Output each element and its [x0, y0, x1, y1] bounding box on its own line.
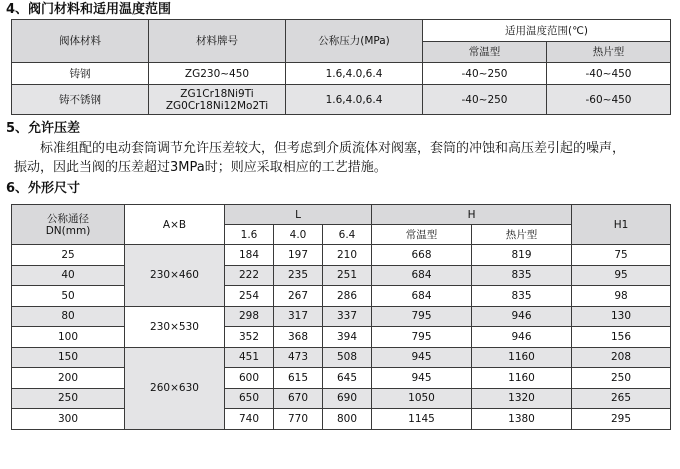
header-H-fin-type: 热片型: [472, 225, 572, 245]
cell-H-fin: 946: [472, 327, 572, 348]
header-ab: A×B: [125, 205, 225, 245]
table-row: [12, 286, 671, 307]
cell-H-fin: 1160: [472, 347, 572, 368]
cell-dn: 50: [12, 286, 125, 307]
cell-L-4.0: 235: [274, 265, 323, 286]
cell-H-normal: 945: [372, 347, 472, 368]
cell-H1: 250: [572, 368, 671, 389]
header-grade: 材料牌号: [149, 20, 286, 63]
dimensions-table: [11, 204, 671, 430]
cell-L-6.4: 645: [323, 368, 372, 389]
cell-L-1.6: 352: [225, 327, 274, 348]
cell-L-6.4: 251: [323, 265, 372, 286]
header-material: 阀体材料: [12, 20, 149, 63]
cell-H-normal: 795: [372, 306, 472, 327]
cell-H-normal: 1050: [372, 388, 472, 409]
header-temperature-range: 适用温度范围(℃): [423, 20, 671, 42]
cell-H1: 265: [572, 388, 671, 409]
cell-L-6.4: 394: [323, 327, 372, 348]
cell-L-4.0: 615: [274, 368, 323, 389]
table-row: [12, 409, 671, 430]
cell-H-normal: 1145: [372, 409, 472, 430]
header-normal-type: 常温型: [423, 42, 547, 63]
header-L-pn-6.4: 6.4: [323, 225, 372, 245]
cell-dn: 150: [12, 347, 125, 368]
cell-H1: 130: [572, 306, 671, 327]
header-L: L: [225, 205, 372, 225]
header-H1: H1: [572, 205, 671, 245]
cell-normal-temp: -40~250: [423, 63, 547, 85]
cell-H-normal: 668: [372, 245, 472, 266]
cell-material: 铸不锈钢: [12, 85, 149, 115]
table-row: [12, 306, 671, 327]
cell-L-4.0: 770: [274, 409, 323, 430]
table-row: [12, 63, 671, 85]
cell-L-1.6: 222: [225, 265, 274, 286]
cell-normal-temp: -40~250: [423, 85, 547, 115]
header-L-pn-4.0: 4.0: [274, 225, 323, 245]
header-L-pn-1.6: 1.6: [225, 225, 274, 245]
header-fin-type: 热片型: [547, 42, 671, 63]
cell-H-fin: 1380: [472, 409, 572, 430]
cell-L-6.4: 508: [323, 347, 372, 368]
section-6-title: 6、外形尺寸: [6, 181, 81, 196]
cell-H-fin: 1320: [472, 388, 572, 409]
cell-H-normal: 795: [372, 327, 472, 348]
cell-H-fin: 1160: [472, 368, 572, 389]
cell-dn: 80: [12, 306, 125, 327]
cell-dn: 300: [12, 409, 125, 430]
cell-L-4.0: 197: [274, 245, 323, 266]
header-dn-line-1: 公称通径: [47, 212, 89, 225]
cell-L-1.6: 650: [225, 388, 274, 409]
cell-ab: 230×530: [125, 306, 225, 347]
cell-H1: 156: [572, 327, 671, 348]
header-H: H: [372, 205, 572, 225]
section-4-title: 4、阀门材料和适用温度范围: [6, 2, 172, 17]
cell-dn: 100: [12, 327, 125, 348]
cell-L-4.0: 670: [274, 388, 323, 409]
cell-H-fin: 819: [472, 245, 572, 266]
cell-fin-temp: -60~450: [547, 85, 671, 115]
cell-pressure: 1.6,4.0,6.4: [286, 85, 423, 115]
cell-dn: 40: [12, 265, 125, 286]
cell-H-normal: 684: [372, 265, 472, 286]
grade-line-2: ZG0Cr18Ni12Mo2Ti: [165, 99, 269, 112]
cell-L-6.4: 286: [323, 286, 372, 307]
paragraph-line-1: 标准组配的电动套筒调节允许压差较大，但考虑到介质流体对阀塞，套筒的冲蚀和高压差引起的噪声，: [40, 141, 626, 156]
material-temperature-table: [11, 19, 671, 115]
cell-H1: 95: [572, 265, 671, 286]
pressure-difference-paragraph: [14, 139, 674, 177]
cell-H1: 208: [572, 347, 671, 368]
cell-L-6.4: 210: [323, 245, 372, 266]
table-row: [12, 388, 671, 409]
cell-L-4.0: 317: [274, 306, 323, 327]
header-H-normal-type: 常温型: [372, 225, 472, 245]
cell-ab: 260×630: [125, 347, 225, 429]
cell-H1: 98: [572, 286, 671, 307]
header-pressure: 公称压力(MPa): [286, 20, 423, 63]
header-dn-line-2: DN(mm): [45, 224, 91, 237]
dimensions-body: [12, 245, 671, 430]
cell-L-4.0: 368: [274, 327, 323, 348]
cell-pressure: 1.6,4.0,6.4: [286, 63, 423, 85]
cell-L-4.0: 267: [274, 286, 323, 307]
cell-dn: 250: [12, 388, 125, 409]
cell-dn: 200: [12, 368, 125, 389]
cell-L-1.6: 254: [225, 286, 274, 307]
cell-L-6.4: 337: [323, 306, 372, 327]
grade-line-1: ZG1Cr18Ni9Ti: [180, 87, 254, 100]
cell-H1: 75: [572, 245, 671, 266]
header-nominal-diameter: [12, 205, 125, 245]
paragraph-line-2: 振动，因此当阀的压差超过3MPa时；则应采取相应的工艺措施。: [14, 160, 387, 175]
cell-L-6.4: 800: [323, 409, 372, 430]
cell-grade: ZG230~450: [149, 63, 286, 85]
table-row: [12, 85, 671, 115]
section-5-title: 5、允许压差: [6, 121, 81, 136]
cell-L-1.6: 298: [225, 306, 274, 327]
table-row: [12, 327, 671, 348]
cell-H-fin: 946: [472, 306, 572, 327]
cell-material: 铸钢: [12, 63, 149, 85]
cell-ab: 230×460: [125, 245, 225, 307]
cell-H-fin: 835: [472, 265, 572, 286]
cell-L-1.6: 184: [225, 245, 274, 266]
cell-H-normal: 945: [372, 368, 472, 389]
cell-L-1.6: 600: [225, 368, 274, 389]
table-row: [12, 368, 671, 389]
cell-H1: 295: [572, 409, 671, 430]
table-row: [12, 245, 671, 266]
cell-L-1.6: 740: [225, 409, 274, 430]
cell-L-4.0: 473: [274, 347, 323, 368]
cell-fin-temp: -40~450: [547, 63, 671, 85]
cell-H-fin: 835: [472, 286, 572, 307]
table-row: [12, 265, 671, 286]
cell-L-6.4: 690: [323, 388, 372, 409]
cell-dn: 25: [12, 245, 125, 266]
cell-H-normal: 684: [372, 286, 472, 307]
cell-L-1.6: 451: [225, 347, 274, 368]
table-row: [12, 347, 671, 368]
cell-grade: [149, 85, 286, 115]
